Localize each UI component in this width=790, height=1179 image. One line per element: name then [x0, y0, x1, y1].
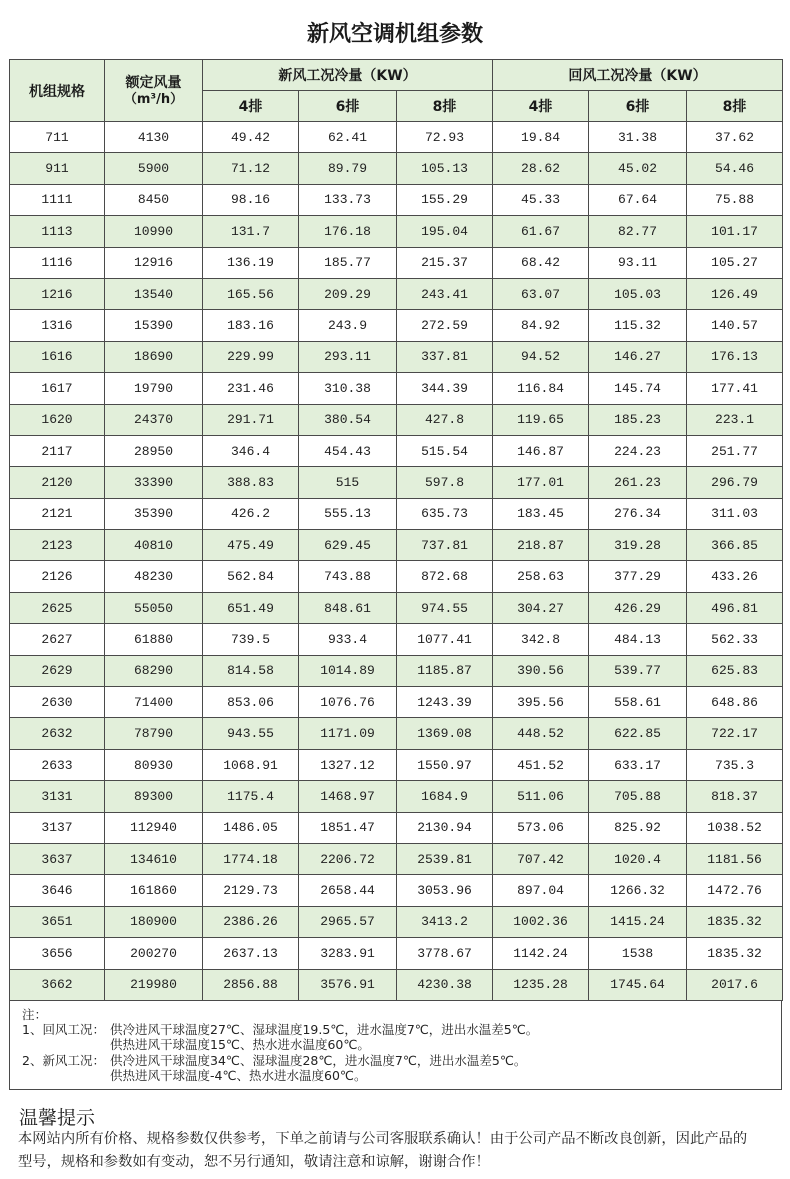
cell-return-air-8-row: 562.33 — [687, 624, 783, 655]
cell-fresh-air-6-row: 310.38 — [299, 373, 397, 404]
cell-fresh-air-4-row: 388.83 — [203, 467, 299, 498]
cell-return-air-6-row: 1266.32 — [589, 875, 687, 906]
cell-return-air-4-row: 342.8 — [493, 624, 589, 655]
cell-model: 2630 — [10, 687, 105, 718]
cell-rated-airflow: 4130 — [105, 122, 203, 153]
cell-rated-airflow: 134610 — [105, 843, 203, 874]
cell-fresh-air-4-row: 2386.26 — [203, 906, 299, 937]
cell-rated-airflow: 19790 — [105, 373, 203, 404]
cell-fresh-air-6-row: 933.4 — [299, 624, 397, 655]
table-row — [10, 687, 783, 718]
cell-return-air-6-row: 825.92 — [589, 812, 687, 843]
cell-rated-airflow: 68290 — [105, 655, 203, 686]
cell-return-air-4-row: 451.52 — [493, 749, 589, 780]
cell-model: 2629 — [10, 655, 105, 686]
cell-return-air-4-row: 511.06 — [493, 781, 589, 812]
cell-fresh-air-6-row: 743.88 — [299, 561, 397, 592]
cell-rated-airflow: 61880 — [105, 624, 203, 655]
cell-fresh-air-8-row: 1684.9 — [397, 781, 493, 812]
cell-model: 1216 — [10, 278, 105, 309]
cell-return-air-6-row: 115.32 — [589, 310, 687, 341]
cell-fresh-air-4-row: 853.06 — [203, 687, 299, 718]
cell-fresh-air-8-row: 344.39 — [397, 373, 493, 404]
cell-model: 2633 — [10, 749, 105, 780]
cell-return-air-4-row: 146.87 — [493, 435, 589, 466]
cell-model: 2632 — [10, 718, 105, 749]
cell-fresh-air-4-row: 1175.4 — [203, 781, 299, 812]
cell-fresh-air-8-row: 872.68 — [397, 561, 493, 592]
cell-return-air-8-row: 366.85 — [687, 530, 783, 561]
table-row — [10, 592, 783, 623]
cell-fresh-air-6-row: 555.13 — [299, 498, 397, 529]
cell-return-air-8-row: 105.27 — [687, 247, 783, 278]
cell-fresh-air-6-row: 1851.47 — [299, 812, 397, 843]
cell-fresh-air-4-row: 98.16 — [203, 184, 299, 215]
notes-label: 注： — [22, 1007, 48, 1022]
cell-fresh-air-8-row: 1369.08 — [397, 718, 493, 749]
table-row — [10, 153, 783, 184]
cell-return-air-8-row: 177.41 — [687, 373, 783, 404]
table-row — [10, 718, 783, 749]
cell-return-air-6-row: 185.23 — [589, 404, 687, 435]
cell-return-air-4-row: 84.92 — [493, 310, 589, 341]
cell-model: 2117 — [10, 435, 105, 466]
cell-model: 3646 — [10, 875, 105, 906]
cell-return-air-6-row: 633.17 — [589, 749, 687, 780]
cell-return-air-8-row: 1181.56 — [687, 843, 783, 874]
cell-model: 1617 — [10, 373, 105, 404]
cell-return-air-8-row: 722.17 — [687, 718, 783, 749]
cell-fresh-air-4-row: 229.99 — [203, 341, 299, 372]
cell-return-air-4-row: 707.42 — [493, 843, 589, 874]
cell-fresh-air-4-row: 131.7 — [203, 216, 299, 247]
cell-model: 1116 — [10, 247, 105, 278]
cell-fresh-air-6-row: 133.73 — [299, 184, 397, 215]
cell-model: 3651 — [10, 906, 105, 937]
cell-return-air-6-row: 377.29 — [589, 561, 687, 592]
cell-return-air-4-row: 258.63 — [493, 561, 589, 592]
table-row — [10, 184, 783, 215]
header-row-group — [10, 60, 783, 91]
header-airflow-unit: （m³/h） — [123, 91, 184, 107]
table-row — [10, 435, 783, 466]
table-row — [10, 216, 783, 247]
cell-rated-airflow: 112940 — [105, 812, 203, 843]
cell-return-air-6-row: 1745.64 — [589, 969, 687, 1000]
cell-model: 2627 — [10, 624, 105, 655]
cell-return-air-6-row: 484.13 — [589, 624, 687, 655]
cell-model: 2625 — [10, 592, 105, 623]
cell-rated-airflow: 33390 — [105, 467, 203, 498]
cell-return-air-8-row: 1038.52 — [687, 812, 783, 843]
table-row — [10, 341, 783, 372]
cell-fresh-air-6-row: 209.29 — [299, 278, 397, 309]
cell-return-air-4-row: 395.56 — [493, 687, 589, 718]
cell-fresh-air-4-row: 943.55 — [203, 718, 299, 749]
cell-return-air-4-row: 63.07 — [493, 278, 589, 309]
cell-fresh-air-4-row: 291.71 — [203, 404, 299, 435]
cell-return-air-4-row: 897.04 — [493, 875, 589, 906]
cell-fresh-air-8-row: 3053.96 — [397, 875, 493, 906]
cell-fresh-air-6-row: 89.79 — [299, 153, 397, 184]
cell-model: 3656 — [10, 938, 105, 969]
cell-return-air-4-row: 28.62 — [493, 153, 589, 184]
cell-fresh-air-6-row: 293.11 — [299, 341, 397, 372]
cell-model: 1620 — [10, 404, 105, 435]
cell-return-air-8-row: 140.57 — [687, 310, 783, 341]
table-row — [10, 373, 783, 404]
cell-fresh-air-6-row: 2658.44 — [299, 875, 397, 906]
cell-model: 3131 — [10, 781, 105, 812]
cell-fresh-air-8-row: 737.81 — [397, 530, 493, 561]
cell-model: 3637 — [10, 843, 105, 874]
cell-fresh-air-4-row: 183.16 — [203, 310, 299, 341]
cell-fresh-air-4-row: 231.46 — [203, 373, 299, 404]
cell-fresh-air-4-row: 814.58 — [203, 655, 299, 686]
cell-return-air-8-row: 176.13 — [687, 341, 783, 372]
header-airflow-label: 额定风量 — [125, 74, 182, 91]
cell-return-air-4-row: 573.06 — [493, 812, 589, 843]
cell-fresh-air-8-row: 155.29 — [397, 184, 493, 215]
cell-return-air-6-row: 319.28 — [589, 530, 687, 561]
cell-fresh-air-6-row: 1076.76 — [299, 687, 397, 718]
cell-rated-airflow: 18690 — [105, 341, 203, 372]
table-row — [10, 969, 783, 1000]
cell-return-air-4-row: 116.84 — [493, 373, 589, 404]
cell-fresh-air-8-row: 215.37 — [397, 247, 493, 278]
cell-fresh-air-6-row: 3576.91 — [299, 969, 397, 1000]
cell-rated-airflow: 48230 — [105, 561, 203, 592]
header-return-4-row: 4排 — [493, 91, 589, 122]
cell-return-air-6-row: 145.74 — [589, 373, 687, 404]
cell-return-air-4-row: 68.42 — [493, 247, 589, 278]
cell-fresh-air-8-row: 2539.81 — [397, 843, 493, 874]
cell-return-air-4-row: 1235.28 — [493, 969, 589, 1000]
cell-return-air-4-row: 218.87 — [493, 530, 589, 561]
spec-table — [9, 59, 783, 1001]
cell-fresh-air-6-row: 176.18 — [299, 216, 397, 247]
note-1-text: 供冷进风干球温度27℃、湿球温度19.5℃，进水温度7℃，进出水温差5℃。 — [110, 1022, 539, 1038]
cell-return-air-8-row: 818.37 — [687, 781, 783, 812]
cell-fresh-air-6-row: 848.61 — [299, 592, 397, 623]
cell-model: 2120 — [10, 467, 105, 498]
table-row — [10, 812, 783, 843]
cell-fresh-air-8-row: 272.59 — [397, 310, 493, 341]
cell-return-air-8-row: 126.49 — [687, 278, 783, 309]
cell-return-air-8-row: 1472.76 — [687, 875, 783, 906]
cell-fresh-air-4-row: 2129.73 — [203, 875, 299, 906]
table-row — [10, 655, 783, 686]
cell-rated-airflow: 80930 — [105, 749, 203, 780]
cell-return-air-8-row: 433.26 — [687, 561, 783, 592]
header-fresh-4-row: 4排 — [203, 91, 299, 122]
cell-return-air-8-row: 37.62 — [687, 122, 783, 153]
cell-return-air-6-row: 67.64 — [589, 184, 687, 215]
table-row — [10, 310, 783, 341]
cell-return-air-8-row: 2017.6 — [687, 969, 783, 1000]
cell-rated-airflow: 200270 — [105, 938, 203, 969]
cell-return-air-8-row: 75.88 — [687, 184, 783, 215]
cell-return-air-8-row: 101.17 — [687, 216, 783, 247]
cell-fresh-air-8-row: 974.55 — [397, 592, 493, 623]
cell-rated-airflow: 5900 — [105, 153, 203, 184]
cell-return-air-6-row: 261.23 — [589, 467, 687, 498]
cell-return-air-4-row: 45.33 — [493, 184, 589, 215]
cell-fresh-air-4-row: 71.12 — [203, 153, 299, 184]
cell-rated-airflow: 8450 — [105, 184, 203, 215]
table-body — [10, 122, 783, 1001]
cell-return-air-6-row: 93.11 — [589, 247, 687, 278]
cell-fresh-air-4-row: 1774.18 — [203, 843, 299, 874]
header-fresh-8-row: 8排 — [397, 91, 493, 122]
cell-fresh-air-4-row: 739.5 — [203, 624, 299, 655]
cell-fresh-air-4-row: 426.2 — [203, 498, 299, 529]
cell-model: 1316 — [10, 310, 105, 341]
header-return-8-row: 8排 — [687, 91, 783, 122]
cell-rated-airflow: 12916 — [105, 247, 203, 278]
cell-fresh-air-6-row: 1327.12 — [299, 749, 397, 780]
cell-fresh-air-8-row: 105.13 — [397, 153, 493, 184]
cell-return-air-8-row: 311.03 — [687, 498, 783, 529]
table-row — [10, 624, 783, 655]
table-row — [10, 122, 783, 153]
cell-model: 2121 — [10, 498, 105, 529]
cell-return-air-4-row: 61.67 — [493, 216, 589, 247]
cell-model: 1111 — [10, 184, 105, 215]
cell-fresh-air-8-row: 597.8 — [397, 467, 493, 498]
cell-return-air-8-row: 625.83 — [687, 655, 783, 686]
cell-return-air-6-row: 82.77 — [589, 216, 687, 247]
cell-rated-airflow: 10990 — [105, 216, 203, 247]
cell-rated-airflow: 219980 — [105, 969, 203, 1000]
cell-return-air-6-row: 45.02 — [589, 153, 687, 184]
cell-return-air-6-row: 539.77 — [589, 655, 687, 686]
cell-fresh-air-6-row: 185.77 — [299, 247, 397, 278]
cell-fresh-air-6-row: 1468.97 — [299, 781, 397, 812]
table-row — [10, 875, 783, 906]
cell-fresh-air-8-row: 427.8 — [397, 404, 493, 435]
note-1-line-1 — [22, 1022, 781, 1037]
note-2-line-1 — [22, 1053, 781, 1068]
table-row — [10, 561, 783, 592]
cell-return-air-8-row: 251.77 — [687, 435, 783, 466]
cell-rated-airflow: 15390 — [105, 310, 203, 341]
cell-return-air-8-row: 735.3 — [687, 749, 783, 780]
cell-return-air-6-row: 705.88 — [589, 781, 687, 812]
cell-fresh-air-8-row: 1077.41 — [397, 624, 493, 655]
cell-fresh-air-4-row: 346.4 — [203, 435, 299, 466]
cell-return-air-6-row: 224.23 — [589, 435, 687, 466]
cell-return-air-4-row: 448.52 — [493, 718, 589, 749]
cell-return-air-8-row: 54.46 — [687, 153, 783, 184]
cell-return-air-4-row: 177.01 — [493, 467, 589, 498]
note-2-line-2: 供热进风干球温度-4℃、热水进水温度60℃。 — [110, 1067, 367, 1083]
cell-return-air-4-row: 94.52 — [493, 341, 589, 372]
cell-rated-airflow: 78790 — [105, 718, 203, 749]
table-header — [10, 60, 783, 122]
cell-fresh-air-4-row: 475.49 — [203, 530, 299, 561]
cell-model: 1113 — [10, 216, 105, 247]
cell-fresh-air-4-row: 49.42 — [203, 122, 299, 153]
cell-fresh-air-6-row: 1171.09 — [299, 718, 397, 749]
header-return-air-cooling: 回风工况冷量（KW） — [493, 60, 783, 91]
cell-rated-airflow: 71400 — [105, 687, 203, 718]
tips-body — [18, 1128, 783, 1174]
cell-return-air-4-row: 19.84 — [493, 122, 589, 153]
cell-fresh-air-8-row: 2130.94 — [397, 812, 493, 843]
cell-rated-airflow: 55050 — [105, 592, 203, 623]
cell-return-air-4-row: 183.45 — [493, 498, 589, 529]
tips-line: 本网站内所有价格、规格参数仅供参考，下单之前请与公司客服联系确认！由于公司产品不断改良创新，因此产品的 — [18, 1131, 748, 1147]
cell-rated-airflow: 40810 — [105, 530, 203, 561]
table-row — [10, 530, 783, 561]
cell-return-air-8-row: 223.1 — [687, 404, 783, 435]
cell-return-air-8-row: 296.79 — [687, 467, 783, 498]
cell-fresh-air-6-row: 243.9 — [299, 310, 397, 341]
table-row — [10, 467, 783, 498]
cell-return-air-8-row: 648.86 — [687, 687, 783, 718]
cell-fresh-air-4-row: 2637.13 — [203, 938, 299, 969]
cell-return-air-6-row: 31.38 — [589, 122, 687, 153]
cell-fresh-air-8-row: 635.73 — [397, 498, 493, 529]
cell-fresh-air-6-row: 454.43 — [299, 435, 397, 466]
cell-return-air-6-row: 105.03 — [589, 278, 687, 309]
header-fresh-6-row: 6排 — [299, 91, 397, 122]
note-2-text: 供冷进风干球温度34℃、湿球温度28℃，进水温度7℃，进出水温差5℃。 — [110, 1052, 527, 1068]
cell-fresh-air-6-row: 3283.91 — [299, 938, 397, 969]
cell-return-air-6-row: 146.27 — [589, 341, 687, 372]
cell-rated-airflow: 28950 — [105, 435, 203, 466]
tips-line: 型号，规格和参数如有变动，恕不另行通知，敬请注意和谅解，谢谢合作！ — [18, 1154, 490, 1170]
header-airflow — [105, 60, 203, 122]
header-fresh-air-cooling: 新风工况冷量（KW） — [203, 60, 493, 91]
cell-model: 2123 — [10, 530, 105, 561]
cell-rated-airflow: 180900 — [105, 906, 203, 937]
cell-return-air-6-row: 426.29 — [589, 592, 687, 623]
cell-model: 711 — [10, 122, 105, 153]
cell-fresh-air-6-row: 629.45 — [299, 530, 397, 561]
notes-box — [9, 1000, 782, 1090]
cell-fresh-air-4-row: 2856.88 — [203, 969, 299, 1000]
cell-return-air-8-row: 1835.32 — [687, 906, 783, 937]
cell-fresh-air-6-row: 1014.89 — [299, 655, 397, 686]
cell-return-air-4-row: 390.56 — [493, 655, 589, 686]
cell-rated-airflow: 13540 — [105, 278, 203, 309]
cell-return-air-4-row: 1142.24 — [493, 938, 589, 969]
cell-fresh-air-6-row: 2206.72 — [299, 843, 397, 874]
cell-return-air-6-row: 1538 — [589, 938, 687, 969]
cell-fresh-air-8-row: 1243.39 — [397, 687, 493, 718]
cell-rated-airflow: 24370 — [105, 404, 203, 435]
cell-return-air-6-row: 276.34 — [589, 498, 687, 529]
cell-fresh-air-4-row: 136.19 — [203, 247, 299, 278]
table-row — [10, 247, 783, 278]
table-row — [10, 906, 783, 937]
cell-fresh-air-8-row: 3778.67 — [397, 938, 493, 969]
cell-model: 3662 — [10, 969, 105, 1000]
cell-fresh-air-4-row: 1068.91 — [203, 749, 299, 780]
cell-fresh-air-8-row: 3413.2 — [397, 906, 493, 937]
note-2-prefix: 2、新风工况： — [22, 1052, 105, 1068]
cell-fresh-air-8-row: 195.04 — [397, 216, 493, 247]
page-title: 新风空调机组参数 — [306, 22, 483, 47]
cell-fresh-air-6-row: 62.41 — [299, 122, 397, 153]
cell-fresh-air-8-row: 1185.87 — [397, 655, 493, 686]
table-row — [10, 498, 783, 529]
cell-return-air-6-row: 1415.24 — [589, 906, 687, 937]
table-row — [10, 749, 783, 780]
table-row — [10, 278, 783, 309]
cell-rated-airflow: 35390 — [105, 498, 203, 529]
cell-fresh-air-8-row: 337.81 — [397, 341, 493, 372]
cell-return-air-4-row: 119.65 — [493, 404, 589, 435]
cell-return-air-4-row: 304.27 — [493, 592, 589, 623]
cell-model: 3137 — [10, 812, 105, 843]
cell-fresh-air-8-row: 72.93 — [397, 122, 493, 153]
cell-fresh-air-6-row: 380.54 — [299, 404, 397, 435]
cell-fresh-air-8-row: 1550.97 — [397, 749, 493, 780]
table-row — [10, 404, 783, 435]
table-row — [10, 843, 783, 874]
cell-fresh-air-8-row: 515.54 — [397, 435, 493, 466]
cell-model: 2126 — [10, 561, 105, 592]
cell-return-air-4-row: 1002.36 — [493, 906, 589, 937]
note-1-prefix: 1、回风工况： — [22, 1022, 105, 1038]
note-1-line-2: 供热进风干球温度15℃、热水进水温度60℃。 — [110, 1037, 370, 1053]
header-return-6-row: 6排 — [589, 91, 687, 122]
cell-model: 911 — [10, 153, 105, 184]
cell-fresh-air-8-row: 4230.38 — [397, 969, 493, 1000]
tips-title: 温馨提示 — [19, 1107, 96, 1129]
cell-model: 1616 — [10, 341, 105, 372]
cell-rated-airflow: 161860 — [105, 875, 203, 906]
cell-rated-airflow: 89300 — [105, 781, 203, 812]
cell-return-air-8-row: 496.81 — [687, 592, 783, 623]
cell-return-air-6-row: 1020.4 — [589, 843, 687, 874]
cell-fresh-air-4-row: 165.56 — [203, 278, 299, 309]
cell-return-air-6-row: 558.61 — [589, 687, 687, 718]
cell-fresh-air-4-row: 1486.05 — [203, 812, 299, 843]
cell-fresh-air-4-row: 651.49 — [203, 592, 299, 623]
header-model: 机组规格 — [10, 60, 105, 122]
cell-fresh-air-4-row: 562.84 — [203, 561, 299, 592]
cell-return-air-6-row: 622.85 — [589, 718, 687, 749]
cell-fresh-air-6-row: 515 — [299, 467, 397, 498]
table-row — [10, 938, 783, 969]
cell-fresh-air-6-row: 2965.57 — [299, 906, 397, 937]
table-row — [10, 781, 783, 812]
cell-fresh-air-8-row: 243.41 — [397, 278, 493, 309]
cell-return-air-8-row: 1835.32 — [687, 938, 783, 969]
